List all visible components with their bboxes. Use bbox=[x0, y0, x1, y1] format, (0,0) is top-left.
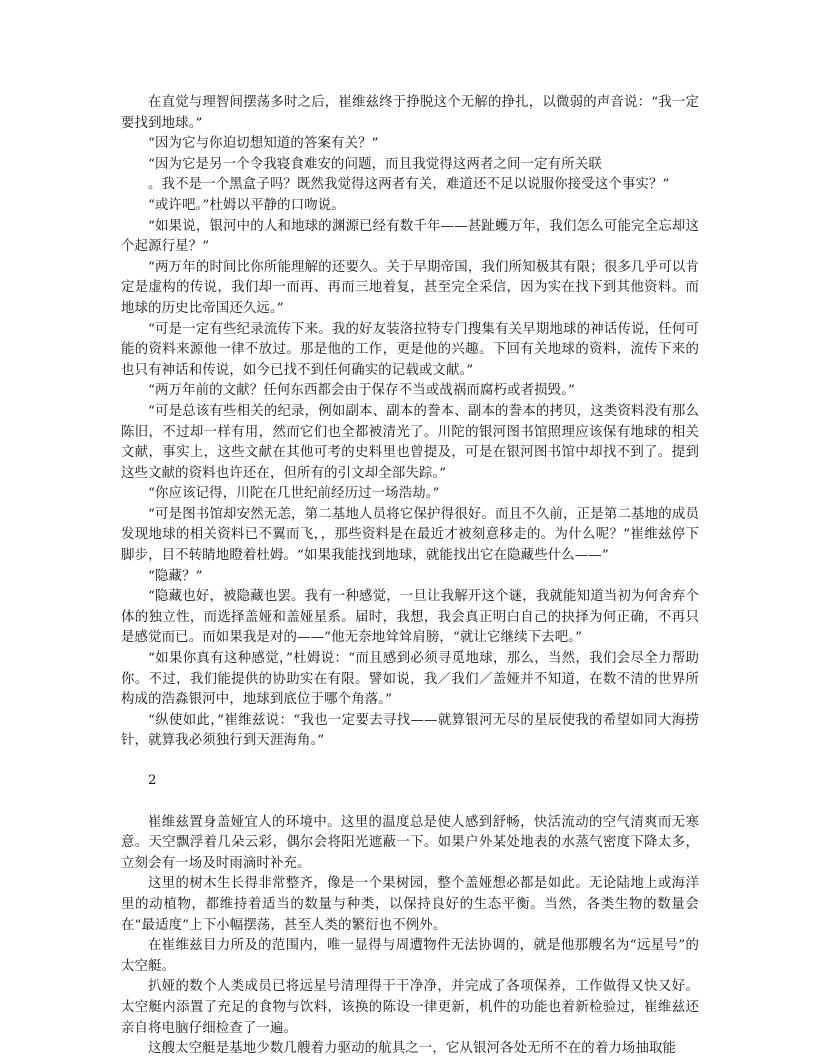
paragraph: “可是图书馆却安然无恙，第二基地人员将它保护得很好。而且不久前，正是第二基地的成员发现地球的相关资料已不翼而飞，，那些资料是在最近才被刻意移走的。为什么呢？”崔维兹停下脚步，目不转睛地瞪着杜姆。“如果我能找到地球，就能找出它在隐藏些什么——” bbox=[121, 506, 699, 564]
paragraph: 崔维兹置身盖娅宜人的环境中。这里的温度总是使人感到舒畅，快活流动的空气清爽而无寒意。天空飘浮着几朵云彩，偶尔会将阳光遮蔽一下。如果户外某处地表的水蒸气密度下降太多，立刻会有一场及时雨滴时补充。 bbox=[121, 814, 699, 871]
paragraph: 在直觉与理智间摆荡多时之后，崔维兹终于挣脱这个无解的挣扎，以微弱的声音说：“我一定要找到地球。” bbox=[121, 95, 699, 131]
paragraph: “两万年前的文献？任何东西都会由于保存不当或战祸而腐朽或者损毁。” bbox=[148, 383, 576, 399]
paragraph: “两万年的时间比你所能理解的还要久。关于早期帝国，我们所知极其有限；很多几乎可以肯定是虚构的传说，我们却一而再、再而三地着复，甚至完全采信，因为实在找下到其他资料。而地球的历史比帝国还久远。” bbox=[121, 259, 699, 316]
paragraph: “可是一定有些纪录流传下来。我的好友装洛拉特专门搜集有关早期地球的神话传说，任何可能的资料来源他一律不放过。那是他的工作，更是他的兴趣。下回有关地球的资料，流传下来的也只有神话和传说，如今已找不到任何确实的记载或文献。” bbox=[121, 321, 699, 378]
paragraph: “隐藏也好，被隐藏也罢。我有一种感觉，一旦让我解开这个谜，我就能知道当初为何舍弃个体的独立性，而选择盖娅和盖娅星系。届时，我想，我会真正明白自己的抉择为何正确，不再只是感觉而已。而如果我是对的——”他无奈地耸耸肩膀，“就让它继续下去吧。” bbox=[121, 589, 699, 646]
paragraph: “隐藏？” bbox=[148, 568, 203, 584]
section-number: 2 bbox=[148, 773, 157, 788]
text-block-narrative bbox=[121, 813, 699, 1060]
document-page bbox=[121, 93, 699, 1060]
paragraph: “如果你真有这种感觉，”杜姆说：“而且感到必须寻觅地球，那么，当然，我们会尽全力帮助你。不过，我们能提供的协助实在有限。譬如说，我／我们／盖娅并不知道，在数不清的世界所构成的浩淼银河中，地球到底位于哪个角落。” bbox=[121, 651, 699, 708]
paragraph: “因为它是另一个令我寝食难安的问题，而且我觉得这两者之间一定有所关联 bbox=[148, 156, 602, 172]
paragraph: 在崔维兹目力所及的范围内，唯一显得与周遭物件无法协调的，就是他那艘名为“远星号”的太空艇。 bbox=[121, 938, 699, 974]
paragraph: “纵使如此，”崔维兹说：“我也一定要去寻找——就算银河无尽的星辰使我的希望如同大海捞针，就算我必须独行到天涯海角。” bbox=[121, 712, 699, 749]
paragraph: 这艘太空艇是基地少数几艘着力驱动的航具之一，它从银河各处无所不在的着力场抽取能 bbox=[148, 1041, 677, 1057]
paragraph: “因为它与你迫切想知道的答案有关？” bbox=[148, 136, 379, 152]
paragraph: 。我不是一个黑盒子吗？既然我觉得这两者有关，难道还不足以说服你接受这个事实？” bbox=[148, 177, 670, 193]
text-block-dialogue bbox=[121, 93, 699, 752]
paragraph: “如果说，银河中的人和地球的渊源已经有数千年——甚趾蠖万年，我们怎么可能完全忘却这个起源行星？” bbox=[121, 218, 699, 255]
paragraph: “或许吧。”杜姆以平静的口吻说。 bbox=[148, 197, 345, 213]
paragraph: “可是总该有些相关的纪录，例如副本、副本的誊本、副本的誊本的拷贝，这类资料没有那么陈旧，不过却一样有用，然而它们也全都被清光了。川陀的银河图书馆照理应该保有地球的相关文献，事实上，这些文献在其他可考的史料里也曾提及，可是在银河图书馆中却找不到了。提到这些文献的资料也许还在，但所有的引文却全部失踪。” bbox=[121, 403, 699, 481]
paragraph: 扒娅的数个人类成员已将远星号清理得干干净净，并完成了各项保养，工作做得又快又好。太空艇内添置了充足的食物与饮料，该换的陈设一律更新，机件的功能也着新检验过，崔维兹还亲自将电脑仔细检查了一遍。 bbox=[121, 979, 699, 1036]
paragraph: 这里的树木生长得非常整齐，像是一个果树园，整个盖娅想必都是如此。无论陆地上或海洋里的动植物，都维持着适当的数量与种类，以保持良好的生态平衡。当然，各类生物的数量会在“最适度”上下小幅摆荡，甚至人类的繁衍也不例外。 bbox=[121, 876, 699, 933]
paragraph: “你应该记得，川陀在几世纪前经历过一场浩劫。” bbox=[148, 486, 440, 502]
